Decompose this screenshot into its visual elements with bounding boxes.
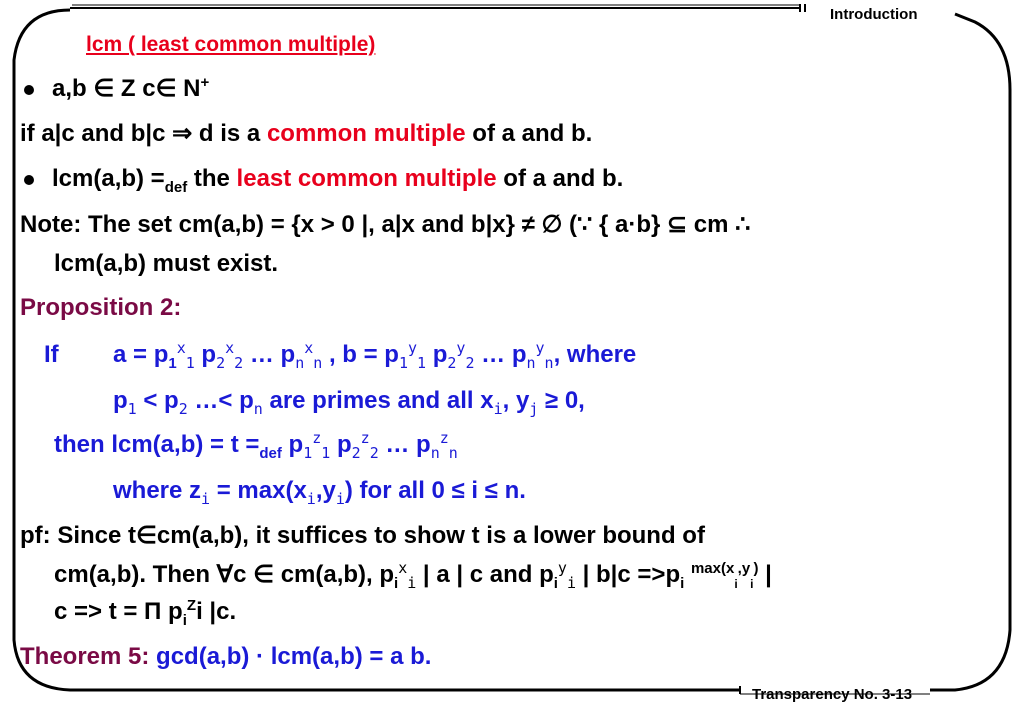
theorem-body: gcd(a,b) · lcm(a,b) = a b. bbox=[149, 643, 432, 670]
proposition-line-1: $a = p_1^x_1$ $p_2^x_2$ … $p_n^x_n$ , $b = p_1^y_1$ $p_2^y_2$ … $p_n^y_n$, where bbox=[113, 339, 637, 372]
bullet-icon bbox=[24, 85, 34, 95]
slide-title: lcm ( least common multiple) bbox=[86, 33, 376, 56]
proposition-heading: Proposition 2: bbox=[20, 294, 182, 321]
proof-line-3: c => t = Π $p_i^Zi$ |c. bbox=[54, 597, 237, 629]
note-line-1: Note: The set cm(a,b) = {x > 0 |, a|x and b|x} ≠ ∅ (∵ { a·b} ⊆ cm ∴ bbox=[20, 211, 751, 238]
proposition-line-2: $p_1 < p_2$ …< $p_n$ are primes and all $x_i$, $y_j \ge 0$, bbox=[113, 387, 585, 418]
proposition-if: If bbox=[44, 341, 59, 368]
section-header: Introduction bbox=[830, 6, 918, 23]
bullet-line-1: a,b ∈ Z c∈ N+ bbox=[20, 75, 209, 103]
bullet-line-2: $lcm(a,b) =_{def}$ the least common multiple of a and b. bbox=[20, 165, 623, 193]
footer-label: Transparency No. 3-13 bbox=[752, 686, 913, 703]
theorem-label: Theorem 5: bbox=[20, 643, 150, 670]
note-line-2: lcm(a,b) must exist. bbox=[54, 250, 279, 277]
proof-line-2: cm(a,b). Then ∀c ∈ cm(a,b), $p_i^x_i$ | a | c and $p_i^y_i$ | $b|c =>p_i$ $^{max(x}_i^{,y}_i$) | bbox=[54, 559, 772, 592]
proposition-line-3: then $lcm(a,b) = t =_{def}$ $p_1^z_1$ $p_2^z_2$ … $p_n^z_n$ bbox=[54, 429, 458, 462]
common-multiple-definition: if a|c and b|c ⇒ d is a common multiple of a and b. bbox=[20, 120, 593, 147]
theorem-line bbox=[20, 643, 431, 671]
proof-line-1: pf: Since t∈cm(a,b), it suffices to show t is a lower bound of bbox=[20, 522, 705, 549]
proposition-line-4: where $z_i = \max(x_i,y_i)$ for all 0 ≤ i ≤ n. bbox=[113, 477, 526, 508]
bullet-icon bbox=[24, 175, 34, 185]
